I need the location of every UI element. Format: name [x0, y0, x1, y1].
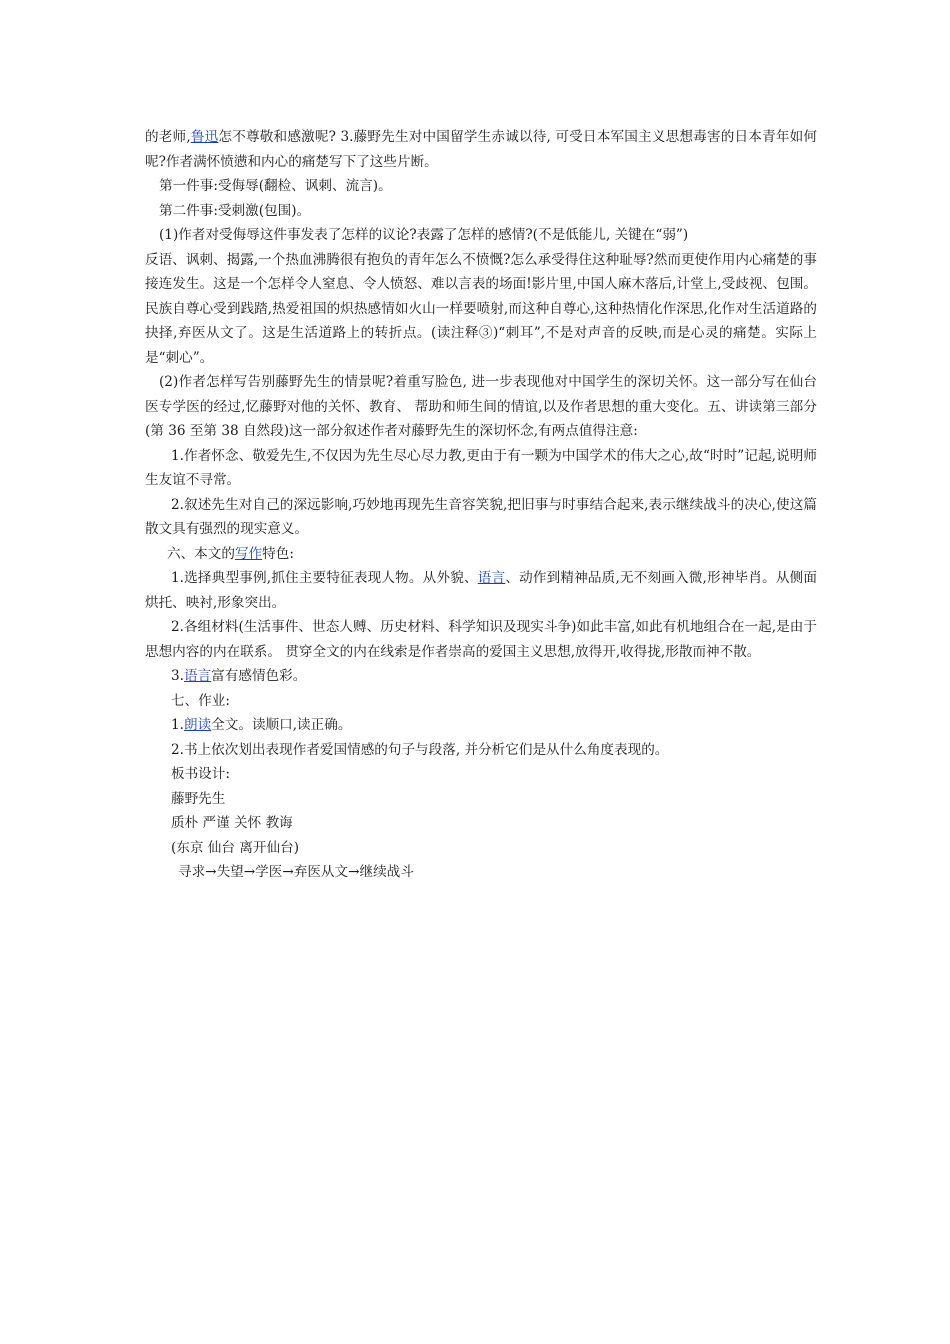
- paragraph-event-one: 第一件事:受侮辱(翻检、讽刺、流言)。: [159, 178, 392, 194]
- link-writing[interactable]: 写作: [234, 545, 263, 562]
- board-design-heading: 板书设计:: [171, 766, 230, 782]
- paragraph-intro: [145, 125, 817, 174]
- document-body: [145, 125, 817, 885]
- paragraph-event-two: 第二件事:受刺激(包围)。: [159, 202, 311, 219]
- homework-item-one: [145, 713, 817, 738]
- link-language-2[interactable]: 语言: [183, 668, 212, 684]
- board-traits: 质朴 严谨 关怀 教诲: [171, 815, 293, 831]
- link-language[interactable]: 语言: [477, 570, 506, 586]
- board-places: (东京 仙台 离开仙台): [171, 839, 299, 856]
- text: 全文。读顺口,读正确。: [211, 717, 352, 733]
- text: 3.: [171, 668, 184, 684]
- link-read-aloud[interactable]: 朗读: [183, 717, 212, 733]
- text: 富有感情色彩。: [211, 668, 307, 684]
- link-luxun[interactable]: 鲁迅: [190, 129, 219, 145]
- text: 六、本文的: [167, 545, 235, 562]
- text: 怎不尊敬和感激呢? 3.藤野先生对中国留学生赤诚以待, 可受日本军国主义思想毒害的日本青年如何呢?作者满怀愤懑和内心的痛楚写下了这些片断。: [145, 129, 818, 170]
- paragraph-analysis-one: 反语、讽刺、揭露,一个热血沸腾很有抱负的青年怎么不愤慨?怎么承受得住这种耻辱?然而更使作用内心痛楚的事接连发生。这是一个怎样令人窒息、令人愤怒、难以言表的场面!影片里,中国人麻木落后,计堂上,受歧视、包围。民族自尊心受到践踏,热爱祖国的炽热感情如火山一样要喷射,而这种自尊心,这种热情化作深思,化作对生活道路的抉择,弃医从文了。这是生活道路上的转折点。(读注释③)“刺耳”,不是对声音的反映,而是心灵的痛楚。实际上是“刺心”。: [145, 251, 817, 366]
- paragraph-feature-one: [145, 566, 817, 615]
- section-heading-homework: 七、作业:: [171, 692, 230, 709]
- text: 、动作到精神品质,无不刻画入微,形神毕肖。从侧面烘托、映衬,形象突出。: [145, 570, 818, 611]
- text: 的老师,: [145, 129, 191, 145]
- paragraph-question-two: (2)作者怎样写告别藤野先生的情景呢?着重写脸色, 进一步表现他对中国学生的深切关怀。这一部分写在仙台医专学医的经过,忆藤野对他的关怀、教育、 帮助和师生间的情谊,以及作者思想的重大变化。五、讲读第三部分(第 36 至第 38 自然段)这一部分叙述作者对藤野先生的深切怀念,有两点值得注意:: [145, 374, 817, 439]
- paragraph-feature-two: 2.各组材料(生活事件、世态人赙、历史材料、科学知识及现实斗争)如此丰富,如此有机地组合在一起,是由于思想内容的内在联系。 贯穿全文的内在线索是作者崇高的爱国主义思想,放得开,收得拢,形散而神不散。: [145, 619, 817, 660]
- board-sequence: 寻求→失望→学医→弃医从文→继续战斗: [178, 864, 414, 880]
- homework-item-two: 2.书上依次划出表现作者爱国情感的句子与段落, 并分析它们是从什么角度表现的。: [171, 741, 669, 758]
- section-heading-writing: [145, 542, 817, 567]
- text: 特色:: [262, 545, 294, 562]
- board-title: 藤野先生: [171, 790, 226, 807]
- text: 1.: [171, 717, 184, 733]
- paragraph-point-one: 1.作者怀念、敬爱先生,不仅因为先生尽心尽力教,更由于有一颗为中国学术的伟大之心,故“时时”记起,说明师生友谊不寻常。: [145, 447, 817, 488]
- text: 1.选择典型事例,抓住主要特征表现人物。从外貌、: [171, 570, 478, 586]
- paragraph-feature-three: [145, 664, 817, 689]
- paragraph-point-two: 2.叙述先生对自己的深远影响,巧妙地再现先生音容笑貌,把旧事与时事结合起来,表示继续战斗的决心,使这篇散文具有强烈的现实意义。: [145, 496, 817, 537]
- paragraph-question-one: (1)作者对受侮辱这件事发表了怎样的议论?表露了怎样的感情?(不是低能儿, 关键在“弱”): [159, 227, 689, 243]
